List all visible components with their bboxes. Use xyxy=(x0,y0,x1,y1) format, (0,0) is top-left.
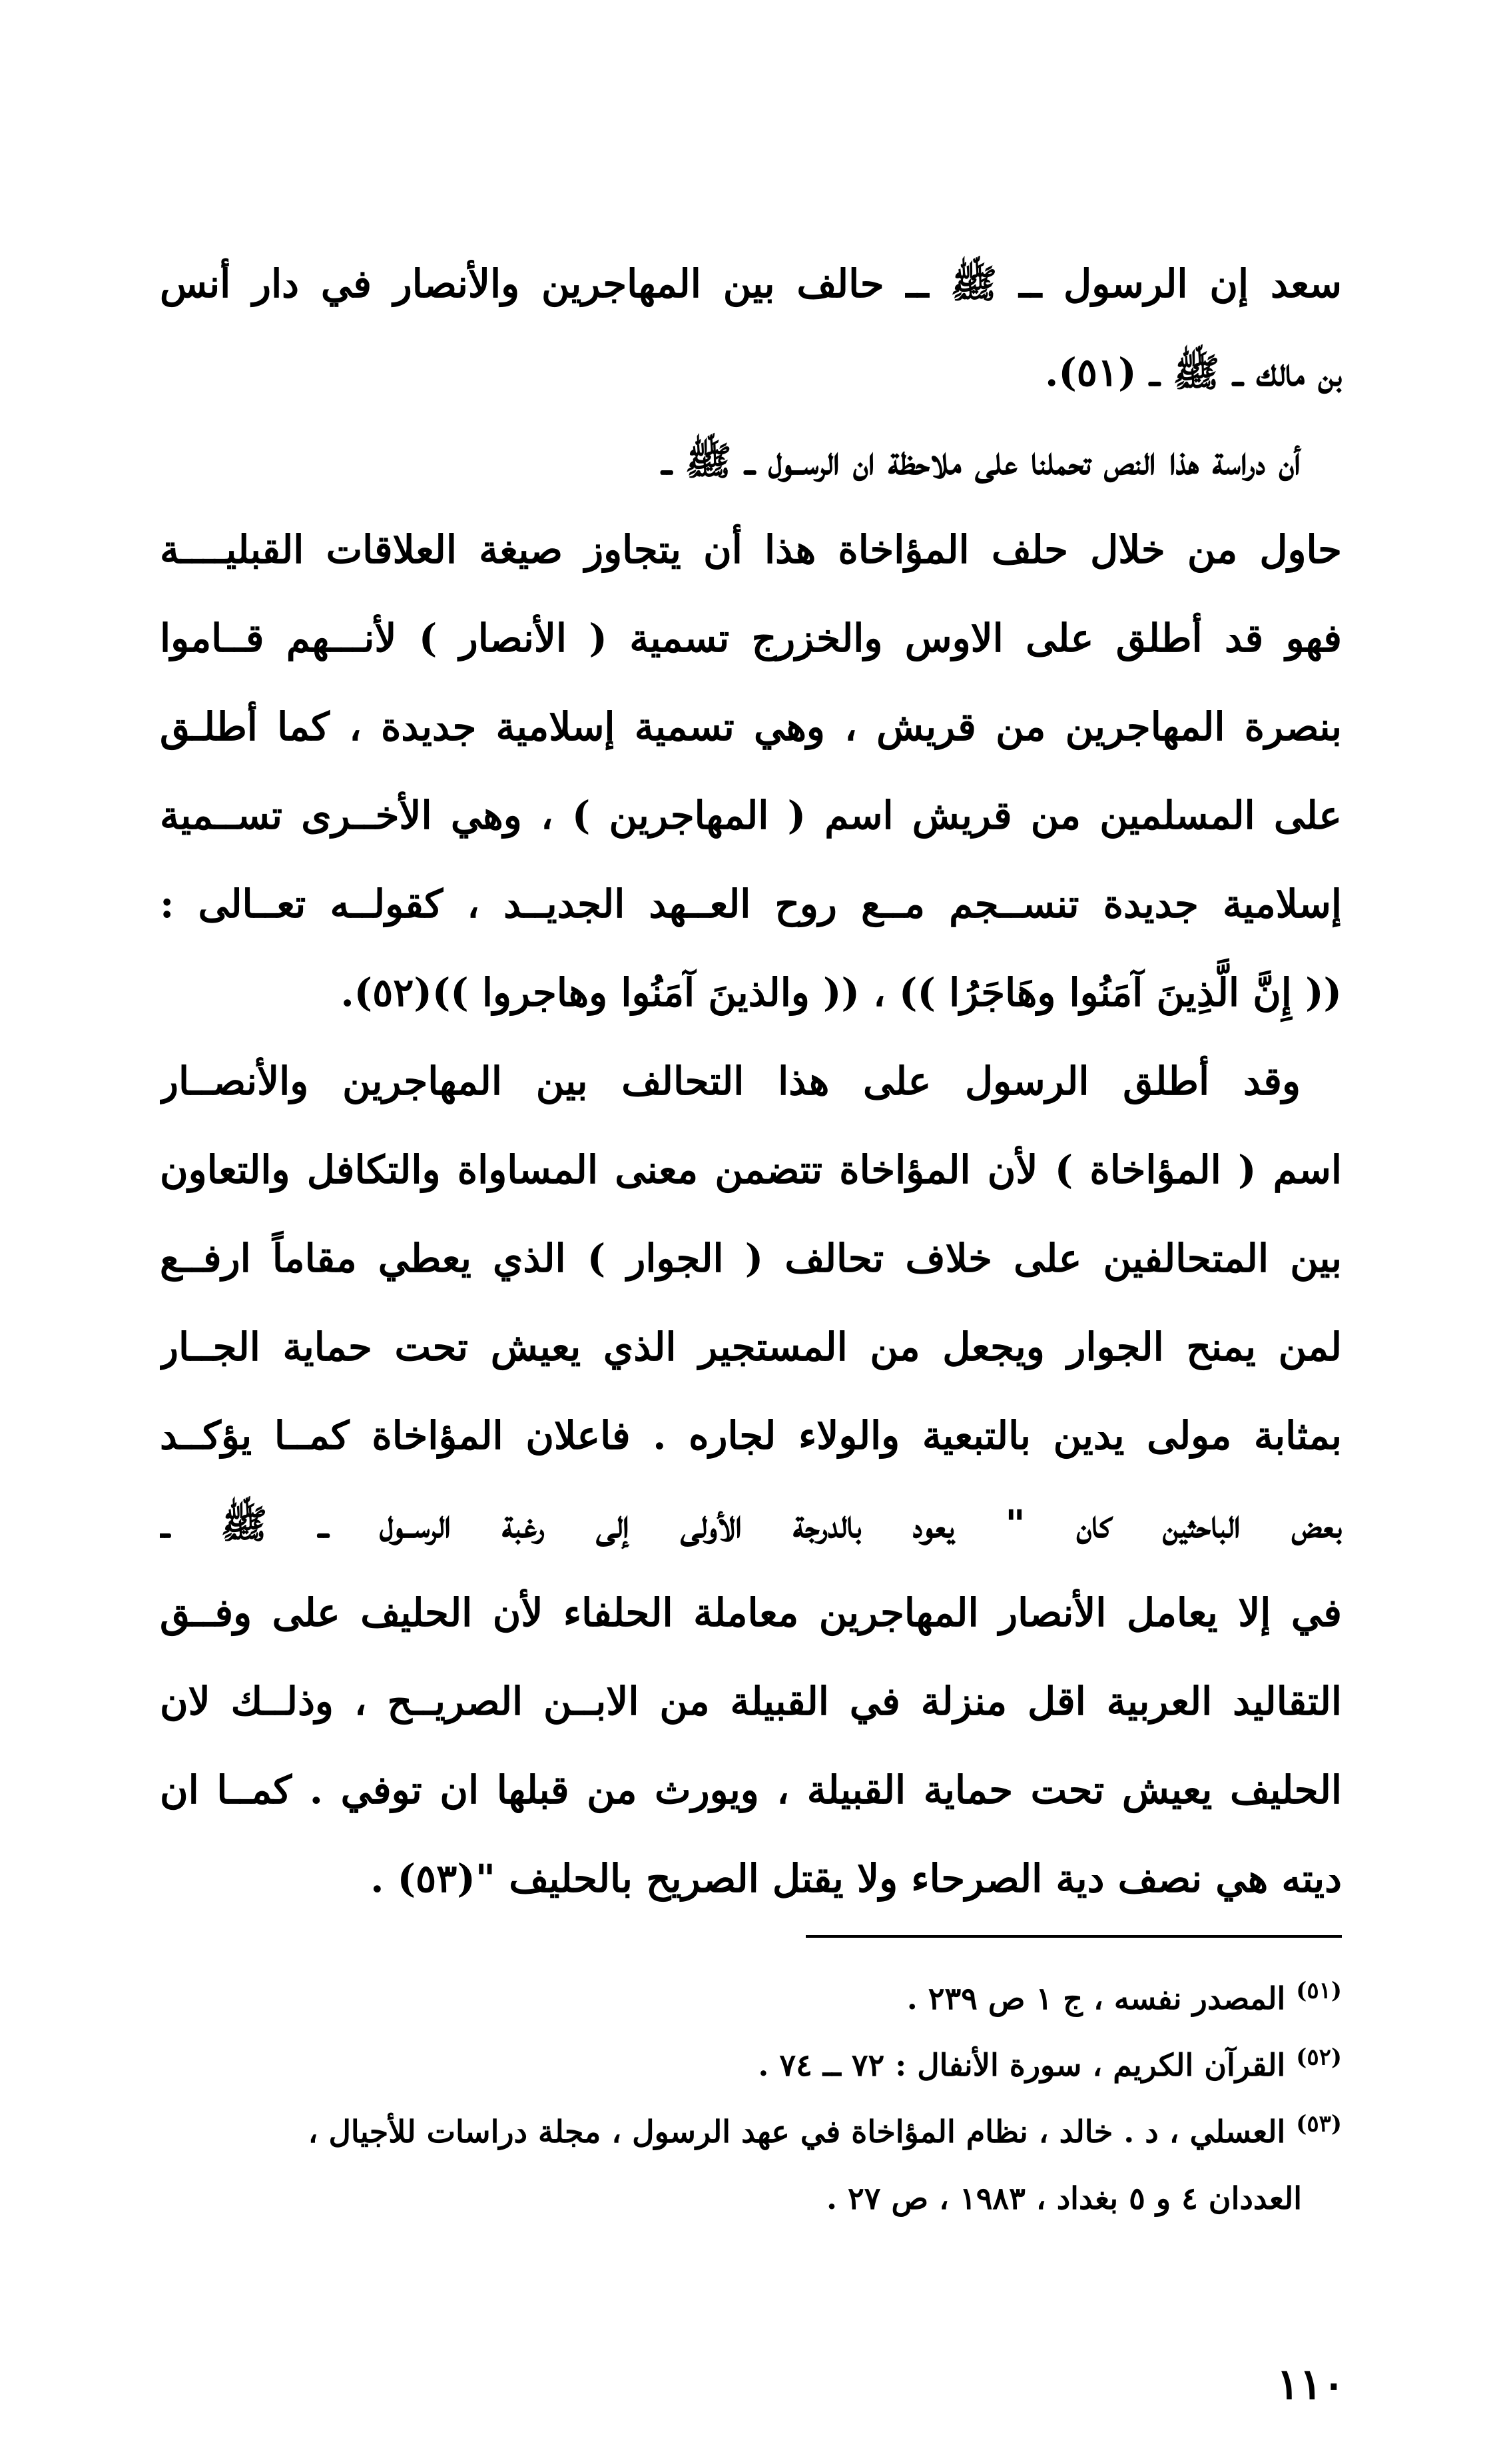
text-line: فهو قد أطلق على الاوس والخزرج تسمية ( الأنصار ) لأنـــهم قــاموا xyxy=(160,616,1342,661)
footnote-52 xyxy=(160,2032,1342,2098)
body-text xyxy=(160,240,1342,1923)
footnote-53-continuation: العددان ٤ و ٥ بغداد ، ١٩٨٣ ، ص ٢٧ . xyxy=(826,2180,1302,2216)
paragraph-start-line: وقد أطلق الرسول على هذا التحالف بين المهاجرين والأنصــار xyxy=(160,1058,1301,1104)
text-line: التقاليد العربية اقل منزلة في القبيلة من الابــن الصريــح ، وذلــك لان xyxy=(160,1679,1342,1724)
footnote-number: (٥١) xyxy=(1296,1977,1342,2004)
footnote-text: العسلي ، د . خالد ، نظام المؤاخاة في عهد الرسول ، مجلة دراسات للأجيال ، xyxy=(308,2114,1286,2150)
footnote-number: (٥٣) xyxy=(1296,2110,1342,2138)
text-line: بعض الباحثين كان " يعود بالدرجة الأولى إلى رغبة الرســول ــ ﷺ ــ xyxy=(160,1501,1342,1547)
text-line: سعد إن الرسول ــ ﷺ ــ حالف بين المهاجرين والأنصار في دار أنس xyxy=(160,261,1342,306)
text-line: لمن يمنح الجوار ويجعل من المستجير الذي يعيش تحت حماية الجــار xyxy=(160,1324,1342,1370)
footnote-51 xyxy=(160,1965,1342,2032)
text-line: بنصرة المهاجرين من قريش ، وهي تسمية إسلامية جديدة ، كما أطلـق xyxy=(160,704,1342,749)
paragraph-end-line: ديته هي نصف دية الصرحاء ولا يقتل الصريح بالحليف "(٥٣) . xyxy=(370,1856,1342,1901)
footnotes xyxy=(160,1965,1342,2232)
text-line: بين المتحالفين على خلاف تحالف ( الجوار ) الذي يعطي مقاماً ارفــع xyxy=(160,1236,1342,1281)
text-line: في إلا يعامل الأنصار المهاجرين معاملة الحلفاء لأن الحليف على وفــق xyxy=(160,1590,1342,1635)
text-line: الحليف يعيش تحت حماية القبيلة ، ويورث من قبلها ان توفي . كمــا ان xyxy=(160,1767,1342,1813)
footnote-number: (٥٢) xyxy=(1296,2044,1342,2071)
footnote-text: القرآن الكريم ، سورة الأنفال : ٧٢ ــ ٧٤ . xyxy=(758,2047,1286,2083)
text-line: إسلامية جديدة تنســجم مــع روح العــهد الجديــد ، كقولــه تعــالى : xyxy=(160,881,1342,927)
text-line: اسم ( المؤاخاة ) لأن المؤاخاة تتضمن معنى المساواة والتكافل والتعاون xyxy=(160,1147,1342,1192)
text-line: حاول من خلال حلف المؤاخاة هذا أن يتجاوز صيغة العلاقات القبليــــة xyxy=(160,527,1342,572)
text-line: بن مالك ــ ﷺ ــ (٥١). xyxy=(1045,350,1342,395)
text-line: على المسلمين من قريش اسم ( المهاجرين ) ، وهي الأخــرى تســمية xyxy=(160,793,1342,838)
quran-verse-line: (( إِنَّ الَّذِينَ آمَنُوا وهَاجَرُا )) ، (( والذينَ آمَنُوا وهاجروا ))(٥٢). xyxy=(340,970,1342,1015)
footnote-text: المصدر نفسه ، ج ١ ص ٢٣٩ . xyxy=(906,1980,1286,2016)
footnote-53 xyxy=(160,2098,1342,2165)
footnote-separator xyxy=(806,1935,1342,1938)
text-line: بمثابة مولى يدين بالتبعية والولاء لجاره . فاعلان المؤاخاة كمــا يؤكــد xyxy=(160,1413,1342,1458)
paragraph-start-line: أن دراسة هذا النص تحملنا على ملاحظة ان الرســول ــ ﷺ ــ xyxy=(661,438,1301,484)
page-number: ١١٠ xyxy=(1276,2359,1345,2409)
